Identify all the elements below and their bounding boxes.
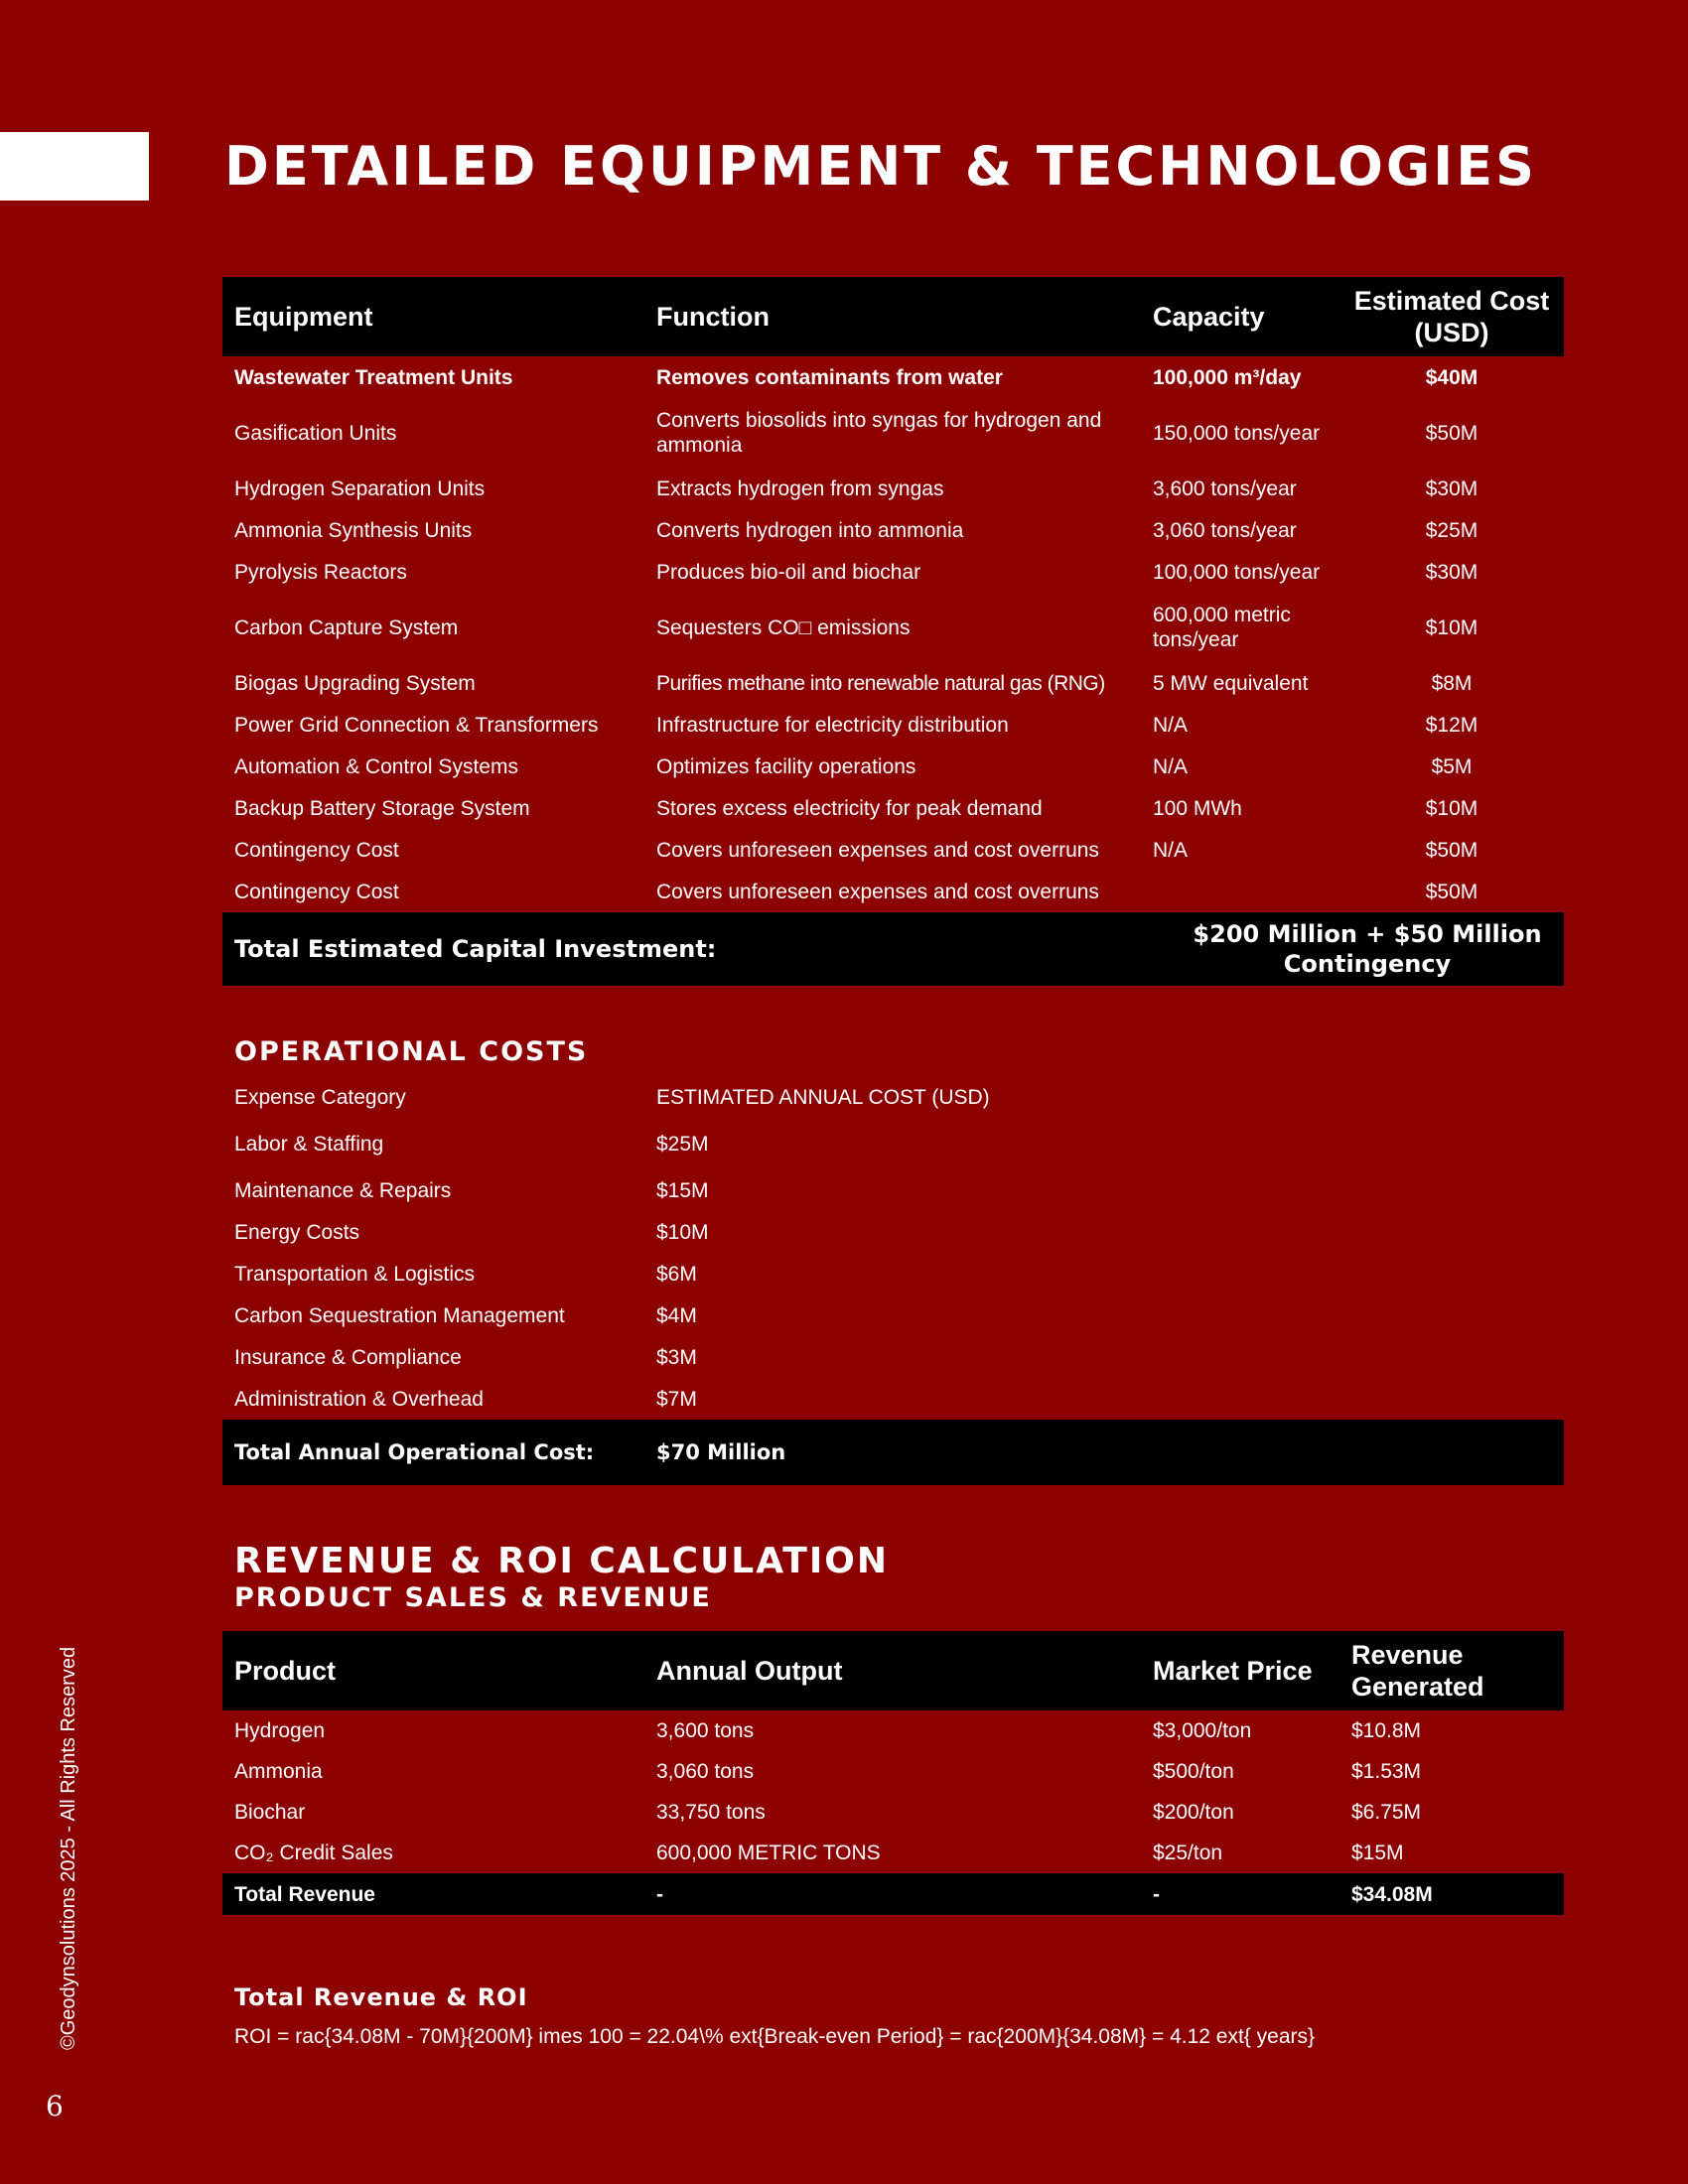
cell-cost: $25M	[656, 1132, 709, 1156]
header-function: Function	[644, 277, 1141, 356]
cell-capacity: 150,000 tons/year	[1153, 421, 1321, 445]
header-market-price: Market Price	[1141, 1631, 1339, 1710]
table-row	[222, 1336, 1564, 1378]
operational-total-value: $70 Million	[644, 1420, 1564, 1485]
cell-function: Stores excess electricity for peak demand	[656, 796, 1043, 820]
cell-cost: $5M	[1431, 754, 1473, 778]
table-row	[222, 551, 1564, 593]
cell-capacity: 100,000 m³/day	[1153, 365, 1302, 389]
table-row	[222, 468, 1564, 509]
revenue-total-row	[222, 1873, 1564, 1915]
cell-equipment: Pyrolysis Reactors	[234, 560, 407, 584]
table-row	[222, 1169, 1564, 1211]
cell-capacity: 5 MW equivalent	[1153, 671, 1309, 695]
cell-expense: Labor & Staffing	[234, 1132, 384, 1156]
revenue-header-row	[222, 1631, 1564, 1710]
table-row	[222, 662, 1564, 704]
page-title: DETAILED EQUIPMENT & TECHNOLOGIES	[224, 135, 1538, 198]
table-row	[222, 356, 1564, 398]
cell-capacity: 3,600 tons/year	[1153, 477, 1297, 500]
cell-capacity: 600,000 metric tons/year	[1153, 604, 1291, 651]
cell-cost: $10M	[1425, 615, 1478, 639]
cell-expense: Administration & Overhead	[234, 1387, 484, 1411]
cell-cost: $8M	[1431, 671, 1473, 695]
table-row	[222, 1295, 1564, 1336]
cell-function: Covers unforeseen expenses and cost overruns	[656, 880, 1099, 903]
cell-product: CO₂ Credit Sales	[234, 1842, 393, 1864]
table-row	[222, 1211, 1564, 1253]
cell-cost: $50M	[1425, 838, 1478, 862]
cell-expense: Insurance & Compliance	[234, 1345, 462, 1369]
equipment-header-row	[222, 277, 1564, 356]
operational-header-row	[222, 1076, 1564, 1118]
capital-total-label: Total Estimated Capital Investment:	[222, 912, 1339, 986]
table-row	[222, 509, 1564, 551]
cell-price: $3,000/ton	[1153, 1719, 1252, 1742]
roi-formula: ROI = rac{34.08M - 70M}{200M} imes 100 = 22.04\% ext{Break-even Period} = rac{200M}{34.08M} = 4.12 ext{ years}	[234, 2025, 1316, 2048]
cell-price: $500/ton	[1153, 1760, 1234, 1783]
cell-cost: $4M	[656, 1303, 697, 1327]
table-row	[222, 1833, 1564, 1873]
cell-equipment: Biogas Upgrading System	[234, 671, 476, 695]
cell-equipment: Backup Battery Storage System	[234, 796, 530, 820]
cell-equipment: Carbon Capture System	[234, 615, 459, 639]
cell-product: Ammonia	[234, 1760, 323, 1783]
cell-expense: Maintenance & Repairs	[234, 1178, 452, 1202]
header-tab-block	[0, 132, 149, 201]
cell-revenue: $6.75M	[1351, 1801, 1422, 1824]
cell-capacity: N/A	[1153, 754, 1189, 778]
cell-product: Hydrogen	[234, 1719, 326, 1742]
cell-equipment: Automation & Control Systems	[234, 754, 518, 778]
cell-cost: $10M	[656, 1220, 709, 1244]
cell-revenue: $15M	[1351, 1842, 1404, 1864]
cell-product: Biochar	[234, 1801, 306, 1824]
cell-cost: $40M	[1425, 365, 1478, 389]
page-number: 6	[46, 2090, 64, 2122]
cell-expense: Carbon Sequestration Management	[234, 1303, 565, 1327]
cell-capacity: N/A	[1153, 713, 1189, 737]
header-capacity: Capacity	[1141, 277, 1339, 356]
cell-function: Produces bio-oil and biochar	[656, 560, 921, 584]
revenue-table	[222, 1631, 1564, 1915]
table-row	[222, 593, 1564, 662]
revenue-heading: REVENUE & ROI CALCULATION	[234, 1541, 889, 1581]
cell-output: 600,000 METRIC TONS	[656, 1842, 881, 1864]
cell-cost: $30M	[1425, 560, 1478, 584]
cell-output: 33,750 tons	[656, 1801, 766, 1824]
cell-price: $200/ton	[1153, 1801, 1234, 1824]
cell-expense: Energy Costs	[234, 1220, 360, 1244]
capital-total-value	[1193, 912, 1564, 986]
cell-revenue: $10.8M	[1351, 1719, 1422, 1742]
table-row	[222, 1792, 1564, 1833]
cell-cost: $12M	[1425, 713, 1478, 737]
table-row	[222, 871, 1564, 912]
roi-title: Total Revenue & ROI	[234, 1983, 528, 2011]
header-expense-category: Expense Category	[234, 1085, 406, 1109]
revenue-total-value: $34.08M	[1339, 1873, 1564, 1915]
cell-cost: $3M	[656, 1345, 697, 1369]
operational-table-block	[222, 1076, 1564, 1485]
equipment-table	[222, 277, 1564, 986]
revenue-subheading: PRODUCT SALES & REVENUE	[234, 1582, 712, 1613]
header-annual-output: Annual Output	[644, 1631, 1141, 1710]
cell-cost: $6M	[656, 1262, 697, 1286]
header-product: Product	[222, 1631, 644, 1710]
operational-total-row	[222, 1420, 1564, 1485]
table-row	[222, 398, 1564, 468]
cell-price: $25/ton	[1153, 1842, 1223, 1864]
operational-total-label: Total Annual Operational Cost:	[222, 1420, 644, 1485]
cell-equipment: Hydrogen Separation Units	[234, 477, 486, 500]
cell-function: Sequesters CO□ emissions	[656, 615, 911, 639]
table-row	[222, 1253, 1564, 1295]
cell-capacity: 3,060 tons/year	[1153, 518, 1297, 542]
revenue-total-label: Total Revenue	[222, 1873, 644, 1915]
cell-cost: $10M	[1425, 796, 1478, 820]
cell-output: 3,060 tons	[656, 1760, 755, 1783]
cell-function: Converts hydrogen into ammonia	[656, 518, 964, 542]
cell-cost: $25M	[1425, 518, 1478, 542]
cell-function: Covers unforeseen expenses and cost overruns	[656, 838, 1099, 862]
cell-equipment: Ammonia Synthesis Units	[234, 518, 473, 542]
cell-cost: $7M	[656, 1387, 697, 1411]
cell-capacity: 100,000 tons/year	[1153, 560, 1321, 584]
cell-function: Optimizes facility operations	[656, 754, 916, 778]
table-row	[222, 1118, 1564, 1169]
operational-table	[222, 1076, 1564, 1485]
table-row	[222, 1378, 1564, 1420]
cell-cost: $15M	[656, 1178, 709, 1202]
cell-capacity: 100 MWh	[1153, 796, 1242, 820]
header-equipment: Equipment	[222, 277, 644, 356]
revenue-total-price: -	[1141, 1873, 1339, 1915]
header-revenue-generated: Revenue Generated	[1339, 1631, 1564, 1710]
equipment-table-block	[222, 277, 1564, 986]
cell-function: Infrastructure for electricity distribution	[656, 713, 1009, 737]
copyright-notice: ©Geodynsolutions 2025 - All Rights Reserved	[58, 1646, 79, 2050]
cell-cost: $50M	[1425, 880, 1478, 903]
revenue-table-block	[222, 1631, 1564, 1915]
table-row	[222, 1751, 1564, 1792]
operational-costs-heading: OPERATIONAL COSTS	[234, 1036, 589, 1067]
table-row	[222, 704, 1564, 746]
cell-capacity: N/A	[1153, 838, 1189, 862]
capital-total-value-text: $200 Million + $50 Million Contingency	[1193, 920, 1542, 978]
header-estimated-cost: Estimated Cost (USD)	[1339, 277, 1564, 356]
cell-output: 3,600 tons	[656, 1719, 755, 1742]
table-row	[222, 1710, 1564, 1751]
cell-equipment: Power Grid Connection & Transformers	[234, 713, 599, 737]
cell-function: Purifies methane into renewable natural gas (RNG)	[656, 671, 1105, 695]
cell-equipment: Gasification Units	[234, 421, 397, 445]
cell-capacity	[1141, 871, 1339, 912]
header-estimated-annual-cost: ESTIMATED ANNUAL COST (USD)	[656, 1085, 990, 1109]
table-row	[222, 787, 1564, 829]
table-row	[222, 746, 1564, 787]
cell-revenue: $1.53M	[1351, 1760, 1422, 1783]
cell-equipment: Contingency Cost	[234, 838, 399, 862]
capital-total-row	[222, 912, 1564, 986]
cell-expense: Transportation & Logistics	[234, 1262, 476, 1286]
cell-function: Extracts hydrogen from syngas	[656, 477, 944, 500]
table-row	[222, 829, 1564, 871]
cell-cost: $50M	[1425, 421, 1478, 445]
cell-equipment: Wastewater Treatment Units	[234, 365, 513, 389]
cell-function: Converts biosolids into syngas for hydrogen and ammonia	[656, 409, 1102, 457]
cell-equipment: Contingency Cost	[234, 880, 399, 903]
cell-function: Removes contaminants from water	[656, 365, 1003, 389]
cell-cost: $30M	[1425, 477, 1478, 500]
revenue-total-output: -	[644, 1873, 1141, 1915]
